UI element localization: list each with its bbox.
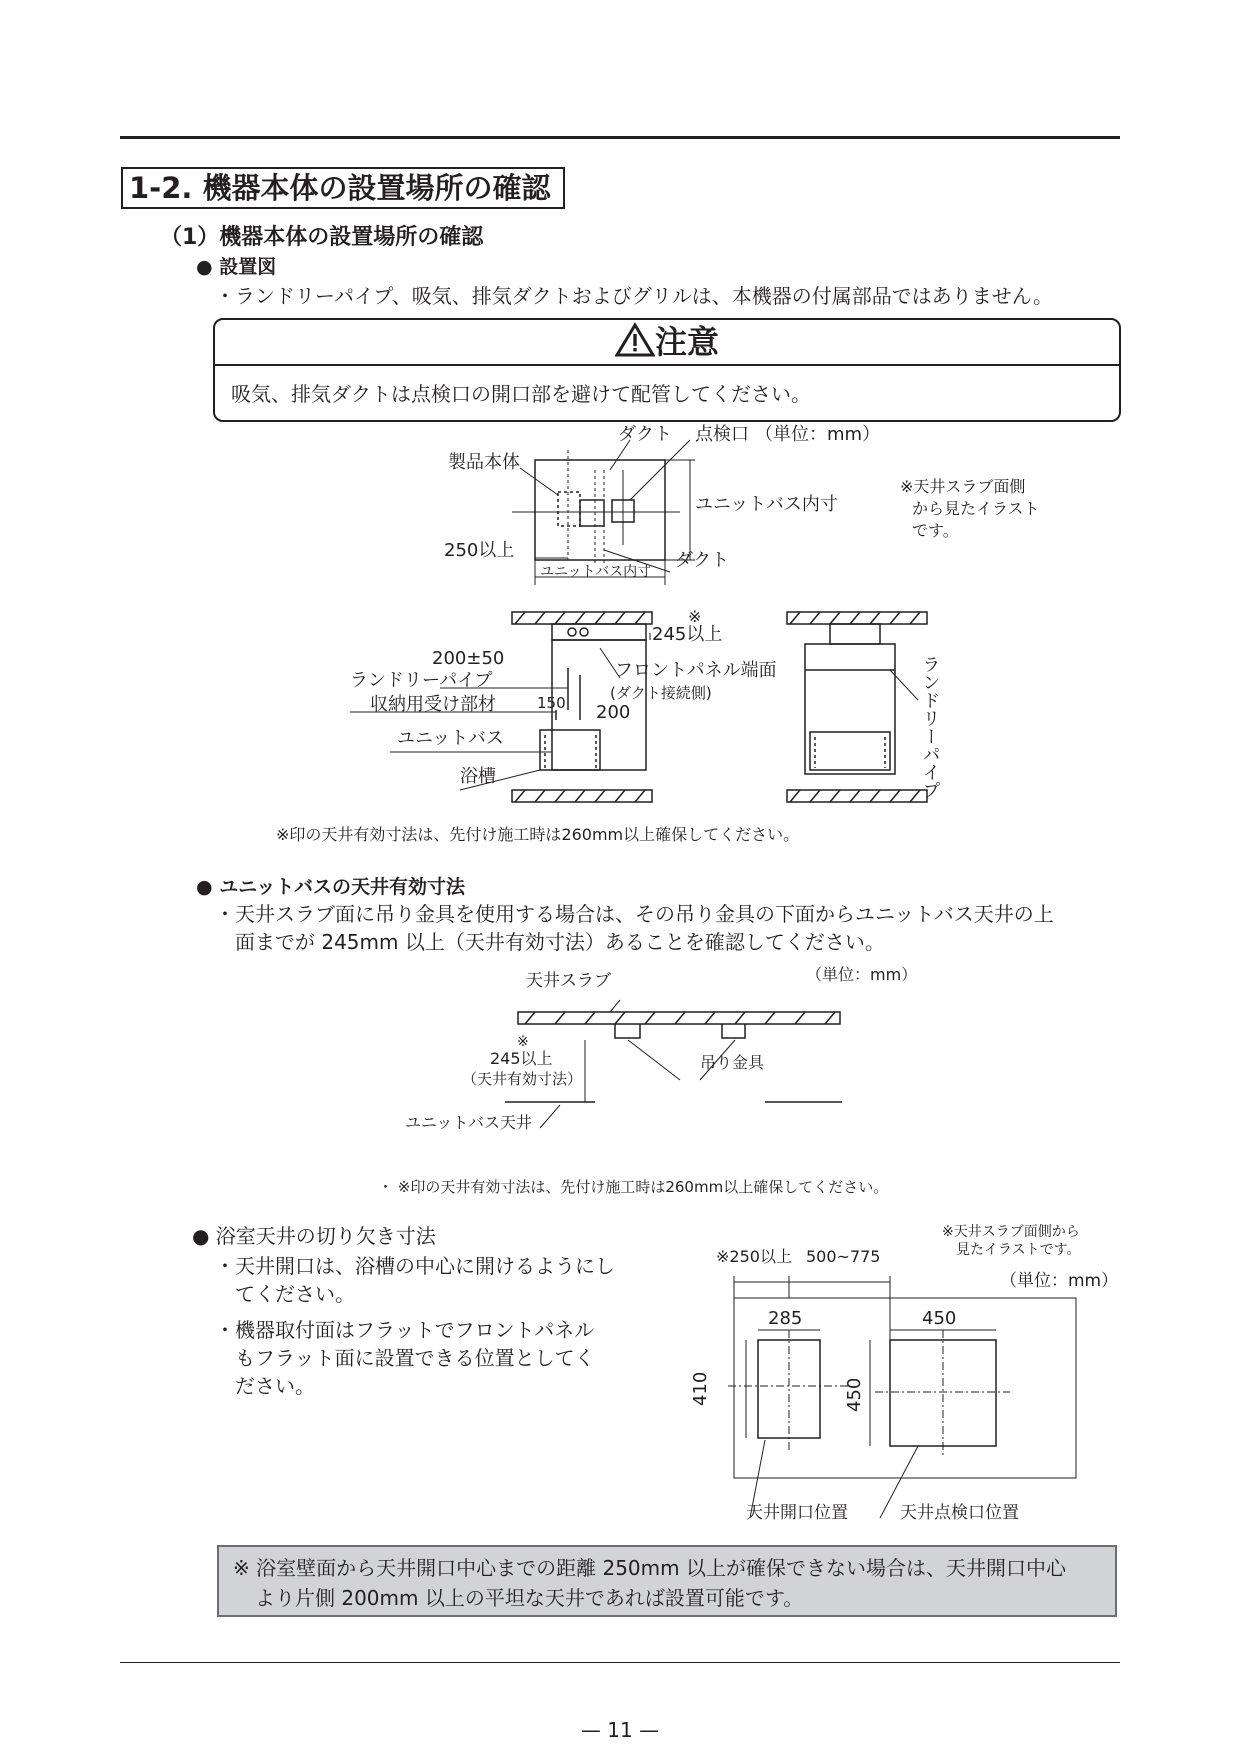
fig4-h410: 410 xyxy=(690,1371,711,1406)
fig3-min245: 245以上 xyxy=(490,1049,553,1068)
install-diagram-note: ・ランドリーパイプ、吸気、排気ダクトおよびグリルは、本機器の付属部品ではありません。 xyxy=(215,284,1053,308)
fig1-inspection-label: 点検口 xyxy=(695,424,749,445)
page-number: — 11 — xyxy=(580,1718,660,1742)
fig3-bath-ceiling: ユニットバス天井 xyxy=(405,1113,533,1132)
fig1-duct-bottom: ダクト xyxy=(675,550,729,571)
fig2-min245: 245以上 xyxy=(652,624,723,645)
fig4-unit: （単位：mm） xyxy=(1000,1271,1119,1291)
fig4-note-b: 見たイラストです。 xyxy=(956,1242,1081,1258)
fig1-product-label: 製品本体 xyxy=(448,452,520,473)
fig1-bath-inner-right: ユニットバス内寸 xyxy=(695,494,838,515)
fig2-laundry-pipe: ランドリーパイプ xyxy=(350,670,493,691)
fig2-holder: 収納用受け部材 xyxy=(370,694,496,715)
cutout-item1-line2: てください。 xyxy=(235,1282,355,1306)
fig2-front-panel: フロントパネル端面 xyxy=(615,660,777,681)
note-box xyxy=(217,1545,1117,1617)
cutout-item2-line3: ださい。 xyxy=(235,1374,315,1398)
cutout-item2-line2: もフラット面に設置できる位置としてく xyxy=(235,1346,595,1370)
fig2-footnote: ※印の天井有効寸法は、先付け施工時は260mm以上確保してください。 xyxy=(276,825,800,844)
fig1-note-b: から見たイラスト xyxy=(912,499,1040,518)
fig4-opening-pos: 天井開口位置 xyxy=(746,1503,848,1523)
fig4-note-a: ※天井スラブ面側から xyxy=(942,1224,1080,1240)
fig1-min250: 250以上 xyxy=(444,540,515,561)
fig1-unit: （単位：mm） xyxy=(755,424,881,445)
fig2-mark: ※ xyxy=(688,607,702,626)
fig1-bath-inner-bottom: ユニットバス内寸 xyxy=(540,564,652,580)
fig2-dim150: 150 xyxy=(537,694,566,712)
cutout-item1-line1: ・天井開口は、浴槽の中心に開けるようにし xyxy=(215,1254,615,1278)
cutout-item2-line1: ・機器取付面はフラットでフロントパネル xyxy=(215,1318,595,1342)
fig4-min250: ※250以上 xyxy=(716,1247,792,1266)
fig4-w450: 450 xyxy=(922,1308,957,1329)
fig4-range: 500~775 xyxy=(806,1247,881,1266)
install-diagram-heading: ● 設置図 xyxy=(196,256,277,278)
fig3-effective: （天井有効寸法） xyxy=(462,1070,583,1088)
note-box-line2: より片側 200mm 以上の平坦な天井であれば設置可能です。 xyxy=(255,1586,804,1610)
fig4-inspection-pos: 天井点検口位置 xyxy=(900,1503,1019,1523)
fig3-footnote: ・ ※印の天井有効寸法は、先付け施工時は260mm以上確保してください。 xyxy=(378,1178,889,1196)
figure3-ceiling-height xyxy=(505,1000,842,1128)
subsection-title: （1）機器本体の設置場所の確認 xyxy=(160,225,484,250)
fig2-laundry-vertical: ランドリーパイプ xyxy=(919,655,941,799)
fig2-dim200: 200 xyxy=(596,702,631,723)
fig3-slab: 天井スラブ xyxy=(526,971,611,991)
fig2-unit-bath: ユニットバス xyxy=(397,728,504,749)
caution-title: 注意 xyxy=(654,323,719,361)
fig4-w285: 285 xyxy=(768,1308,803,1329)
fig2-tub: 浴槽 xyxy=(460,766,496,787)
fig1-note-c: です。 xyxy=(912,521,959,540)
note-box-line1: ※ 浴室壁面から天井開口中心までの距離 250mm 以上が確保できない場合は、天井開口中心 xyxy=(233,1556,1066,1580)
fig3-hanger: 吊り金具 xyxy=(700,1053,765,1072)
fig2-duct-side: (ダクト接続側) xyxy=(610,684,712,702)
fig1-note-a: ※天井スラブ面側 xyxy=(900,477,1026,496)
fig3-mark: ※ xyxy=(517,1034,529,1050)
ceiling-section-line1: ・天井スラブ面に吊り金具を使用する場合は、その吊り金具の下面からユニットバス天井の上 xyxy=(215,902,1054,926)
caution-body: 吸気、排気ダクトは点検口の開口部を避けて配管してください。 xyxy=(231,382,811,406)
cutout-section-heading: ● 浴室天井の切り欠き寸法 xyxy=(192,1224,436,1248)
fig4-h450: 450 xyxy=(844,1377,865,1412)
fig3-unit: （単位：mm） xyxy=(806,965,918,984)
bottom-rule xyxy=(120,1662,1120,1663)
fig1-duct-label: ダクト xyxy=(618,424,672,445)
section-title: 1-2. 機器本体の設置場所の確認 xyxy=(121,167,565,209)
ceiling-section-line2: 面までが 245mm 以上（天井有効寸法）あることを確認してください。 xyxy=(235,930,885,954)
fig2-dim200-50: 200±50 xyxy=(432,648,505,669)
ceiling-section-heading: ● ユニットバスの天井有効寸法 xyxy=(196,876,466,898)
